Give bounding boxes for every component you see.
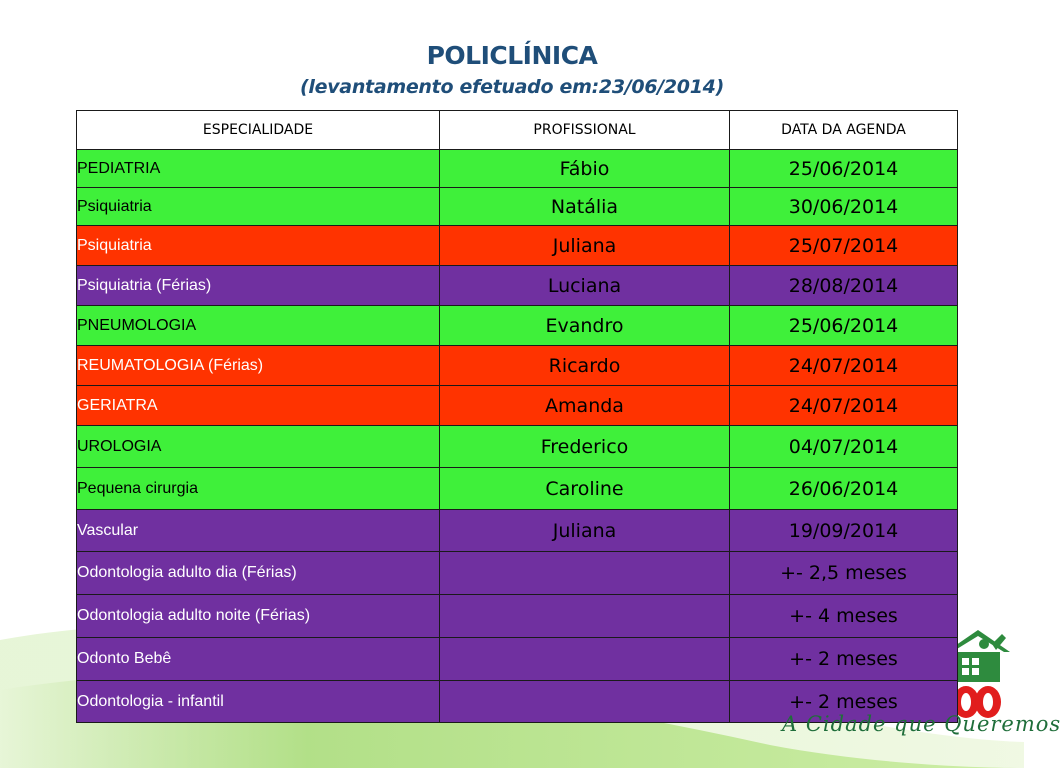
cell-especialidade: Psiquiatria (Férias) [77,266,440,306]
cell-especialidade: UROLOGIA [77,426,440,468]
cell-profissional: Juliana [440,226,730,266]
agenda-table [76,110,958,723]
cell-data-agenda: 24/07/2014 [730,346,958,386]
cell-data-agenda: 04/07/2014 [730,426,958,468]
cell-profissional: Caroline [440,468,730,510]
table-header-row [77,111,958,150]
cell-profissional [440,638,730,681]
cell-data-agenda: 30/06/2014 [730,188,958,226]
cell-data-agenda: 25/06/2014 [730,306,958,346]
table-row [77,306,958,346]
cell-profissional: Fábio [440,150,730,188]
cell-data-agenda: 19/09/2014 [730,510,958,552]
cell-especialidade: PEDIATRIA [77,150,440,188]
cell-especialidade: GERIATRA [77,386,440,426]
table-row [77,266,958,306]
table-row [77,638,958,681]
page-title: POLICLÍNICA [426,41,598,70]
cell-especialidade: REUMATOLOGIA (Férias) [77,346,440,386]
cell-profissional: Frederico [440,426,730,468]
table-row [77,188,958,226]
cell-profissional: Natália [440,188,730,226]
table-row [77,346,958,386]
cell-profissional: Juliana [440,510,730,552]
cell-especialidade: Odontologia adulto noite (Férias) [77,595,440,638]
table-row [77,426,958,468]
column-header-especialidade: ESPECIALIDADE [77,111,440,150]
cell-profissional: Luciana [440,266,730,306]
table-row [77,595,958,638]
cell-profissional: Evandro [440,306,730,346]
table-row [77,150,958,188]
cell-especialidade: Psiquiatria [77,226,440,266]
cell-especialidade: Odontologia adulto dia (Férias) [77,552,440,595]
cell-especialidade: PNEUMOLOGIA [77,306,440,346]
cell-especialidade: Psiquiatria [77,188,440,226]
cell-data-agenda: 24/07/2014 [730,386,958,426]
table-row [77,386,958,426]
cell-data-agenda: +- 2,5 meses [730,552,958,595]
table-row [77,510,958,552]
cell-data-agenda: +- 4 meses [730,595,958,638]
cell-profissional: Ricardo [440,346,730,386]
cell-profissional [440,552,730,595]
table-row [77,552,958,595]
cell-especialidade: Pequena cirurgia [77,468,440,510]
page-subtitle: (levantamento efetuado em:23/06/2014) [300,76,724,98]
cell-data-agenda: 25/07/2014 [730,226,958,266]
cell-data-agenda: 25/06/2014 [730,150,958,188]
cell-profissional: Amanda [440,386,730,426]
table-row [77,226,958,266]
cell-profissional [440,595,730,638]
cell-especialidade: Odonto Bebê [77,638,440,681]
table-row [77,468,958,510]
cell-data-agenda: 26/06/2014 [730,468,958,510]
column-header-data: DATA DA AGENDA [730,111,958,150]
title-block [0,38,1024,100]
cell-data-agenda: 28/08/2014 [730,266,958,306]
cell-especialidade: Vascular [77,510,440,552]
cell-profissional [440,681,730,723]
slogan-text: A Cidade que Queremos [782,712,1061,736]
cell-data-agenda: +- 2 meses [730,638,958,681]
cell-especialidade: Odontologia - infantil [77,681,440,723]
cell-data-agenda: +- 2 meses [730,681,958,723]
column-header-profissional: PROFISSIONAL [440,111,730,150]
table-body [77,150,958,723]
